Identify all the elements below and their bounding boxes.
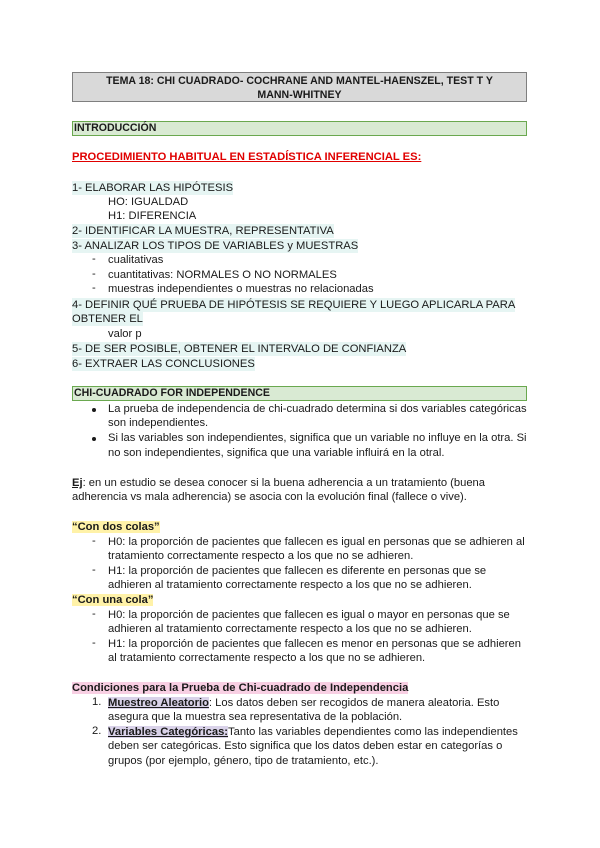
dash-bullet: -	[92, 564, 96, 576]
conditions-heading: Condiciones para la Prueba de Chi-cuadrado de Independencia	[72, 682, 409, 694]
example-line-1	[72, 476, 485, 490]
title-line-1: TEMA 18: CHI CUADRADO- COCHRANE AND MANTEL-HAENSZEL, TEST T Y	[106, 75, 493, 87]
dash-bullet: -	[92, 282, 96, 294]
step-3: 3- ANALIZAR LOS TIPOS DE VARIABLES y MUESTRAS	[72, 240, 359, 252]
step-4-line-1: 4- DEFINIR QUÉ PRUEBA DE HIPÓTESIS SE REQUIERE Y LUEGO APLICARLA PARA	[72, 299, 516, 311]
step-5: 5- DE SER POSIBLE, OBTENER EL INTERVALO DE CONFIANZA	[72, 343, 407, 355]
bullet-dot	[92, 408, 96, 412]
condition-1-number: 1.	[92, 696, 102, 708]
example-line-2: adherencia vs mala adherencia) se asocia con la evolución final (fallece o vive).	[72, 491, 467, 503]
one-tail-heading: “Con una cola”	[72, 594, 154, 606]
condition-1-line-2: asegura que la muestra sea representativa de la población.	[108, 711, 403, 723]
condition-2-number: 2.	[92, 725, 102, 737]
dash-bullet: -	[92, 253, 96, 265]
dash-bullet: -	[92, 535, 96, 547]
title-line-2: MANN-WHITNEY	[257, 89, 342, 101]
dash-bullet: -	[92, 608, 96, 620]
example-text: : en un estudio se desea conocer si la buena adherencia a un tratamiento (buena	[82, 477, 485, 489]
bullet-dot	[92, 437, 96, 441]
one-tail-h0-line-2: adhieren al tratamiento correctamente respecto a los que no se adhieren.	[108, 623, 472, 635]
title-box	[72, 72, 527, 102]
step-3-item: muestras independientes o muestras no relacionadas	[108, 283, 374, 295]
step-1: 1- ELABORAR LAS HIPÓTESIS	[72, 182, 234, 194]
chi-bullet-2-line-2: no son independientes, significa que una variable influirá en la otral.	[108, 447, 445, 459]
two-tails-h0-line-1: H0: la proporción de pacientes que fallecen es igual en personas que se adhieren al	[108, 536, 525, 548]
two-tails-h0-line-2: tratamiento correctamente respecto a los que no se adhieren.	[108, 550, 414, 562]
step-3-item: cuantitativas: NORMALES O NO NORMALES	[108, 269, 337, 281]
condition-2-line-1: Variables Categóricas:Tanto las variables dependientes como las independientes	[108, 726, 518, 738]
step-3-item: cualitativas	[108, 254, 164, 266]
step-1-h1: H1: DIFERENCIA	[108, 210, 197, 222]
procedure-heading: PROCEDIMIENTO HABITUAL EN ESTADÍSTICA INFERENCIAL ES:	[72, 151, 422, 163]
dash-bullet: -	[92, 268, 96, 280]
dash-bullet: -	[92, 637, 96, 649]
one-tail-h0-line-1: H0: la proporción de pacientes que fallecen es igual o mayor en personas que se	[108, 609, 510, 621]
step-4-sub: valor p	[108, 328, 142, 340]
step-6: 6- EXTRAER LAS CONCLUSIONES	[72, 358, 255, 370]
chi-heading: CHI-CUADRADO FOR INDEPENDENCE	[72, 386, 527, 401]
condition-2-label: Variables Categóricas:	[108, 726, 229, 738]
intro-heading: INTRODUCCIÓN	[72, 121, 527, 136]
step-4-line-2: OBTENER EL	[72, 313, 143, 325]
condition-1-line-1: Muestreo Aleatorio: Los datos deben ser recogidos de manera aleatoria. Esto	[108, 697, 500, 709]
one-tail-h1-line-1: H1: la proporción de pacientes que fallecen es menor en personas que se adhieren	[108, 638, 521, 650]
chi-bullet-2-line-1: Si las variables son independientes, significa que un variable no influye en la otra. Si	[108, 432, 527, 444]
two-tails-h1-line-2: adhieren al tratamiento correctamente respecto a los que no se adhieren.	[108, 579, 472, 591]
condition-2-line-3: grupos (por ejemplo, género, tipo de tratamiento, etc.).	[108, 755, 379, 767]
condition-1-label: Muestreo Aleatorio	[108, 697, 209, 709]
step-2: 2- IDENTIFICAR LA MUESTRA, REPRESENTATIVA	[72, 225, 334, 237]
chi-bullet-1-line-1: La prueba de independencia de chi-cuadrado determina si dos variables categóricas	[108, 403, 527, 415]
two-tails-heading: “Con dos colas”	[72, 521, 160, 533]
step-1-h0: HO: IGUALDAD	[108, 196, 189, 208]
one-tail-h1-line-2: al tratamiento correctamente respecto a los que no se adhieren.	[108, 652, 426, 664]
two-tails-h1-line-1: H1: la proporción de pacientes que fallecen es diferente en personas que se	[108, 565, 487, 577]
condition-2-line-2: deben ser categóricas. Esto significa que los datos deben estar en categorías o	[108, 740, 503, 752]
example-label: Ej	[72, 477, 83, 489]
chi-bullet-1-line-2: son independientes.	[108, 417, 209, 429]
